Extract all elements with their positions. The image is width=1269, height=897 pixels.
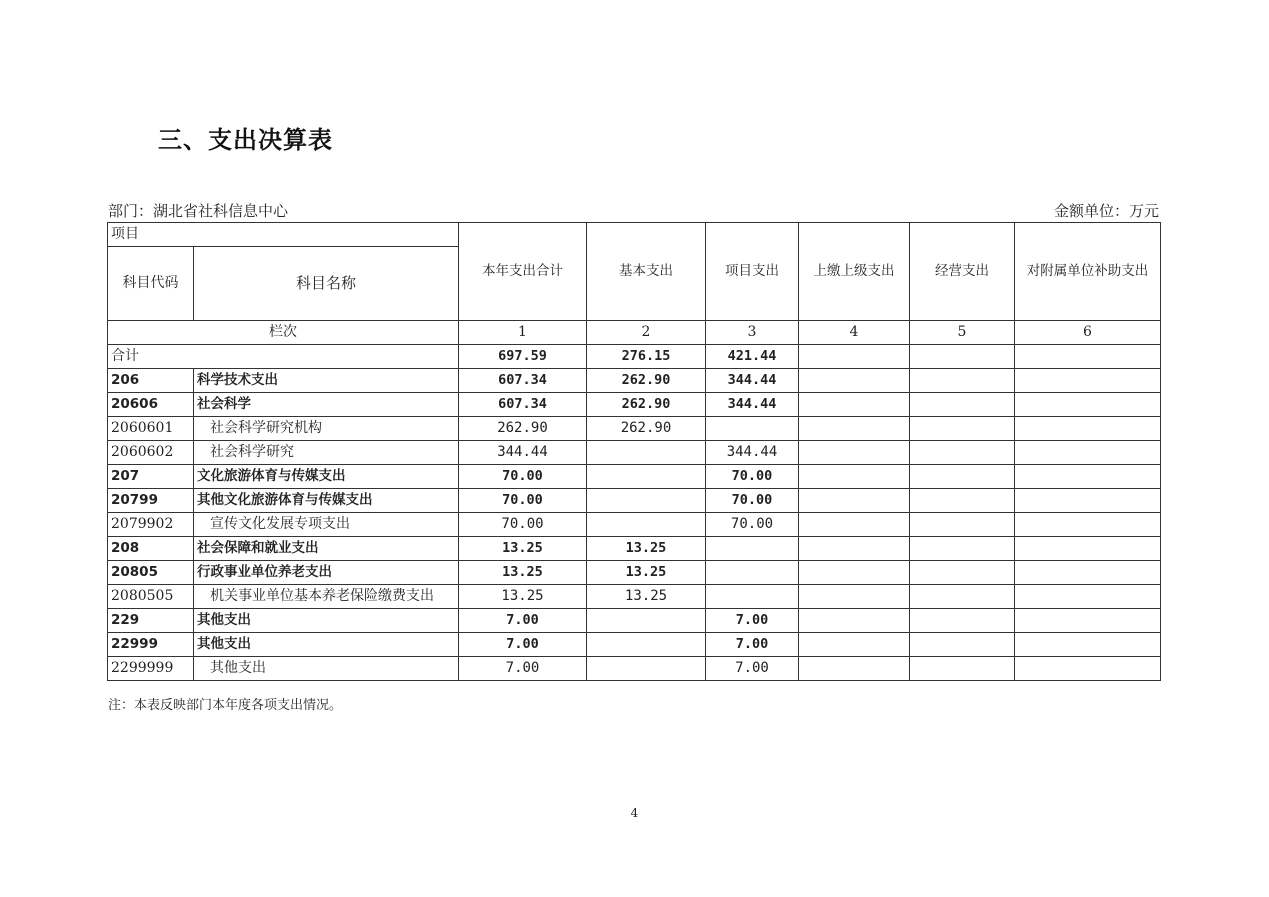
- row-value: 13.25: [587, 585, 706, 609]
- row-name: 其他文化旅游体育与传媒支出: [194, 489, 459, 513]
- row-value: [799, 585, 910, 609]
- row-value: [799, 537, 910, 561]
- table-row: [108, 585, 1161, 609]
- row-value: 7.00: [706, 657, 799, 681]
- row-value: [587, 657, 706, 681]
- table-row: [108, 393, 1161, 417]
- unit-label: 金额单位：万元: [1053, 202, 1159, 220]
- row-value: 13.25: [587, 561, 706, 585]
- table-row: [108, 465, 1161, 489]
- row-value: [799, 609, 910, 633]
- col-number: 6: [1015, 321, 1161, 345]
- row-value: 7.00: [459, 633, 587, 657]
- col-number: 5: [910, 321, 1015, 345]
- row-value: [799, 633, 910, 657]
- table-row: [108, 657, 1161, 681]
- row-value: 70.00: [459, 489, 587, 513]
- row-value: [706, 561, 799, 585]
- row-value: [910, 633, 1015, 657]
- row-value: [910, 537, 1015, 561]
- row-value: [799, 441, 910, 465]
- row-value: 13.25: [459, 585, 587, 609]
- row-value: 262.90: [459, 417, 587, 441]
- row-value: [1015, 489, 1161, 513]
- row-value: [910, 657, 1015, 681]
- row-code: 207: [108, 465, 194, 489]
- row-code: 208: [108, 537, 194, 561]
- header-col-project: 项目支出: [706, 223, 799, 321]
- row-value: 70.00: [459, 513, 587, 537]
- row-value: [587, 633, 706, 657]
- row-value: [587, 489, 706, 513]
- table-row: [108, 441, 1161, 465]
- header-col-remit: 上缴上级支出: [799, 223, 910, 321]
- row-value: 13.25: [459, 561, 587, 585]
- row-name: 社会科学研究机构: [194, 417, 459, 441]
- table-note: 注：本表反映部门本年度各项支出情况。: [108, 698, 343, 713]
- row-code: 20805: [108, 561, 194, 585]
- row-value: [1015, 441, 1161, 465]
- department-label: 部门：湖北省社科信息中心: [108, 202, 289, 220]
- row-value: [910, 585, 1015, 609]
- row-code: 2299999: [108, 657, 194, 681]
- row-value: [1015, 513, 1161, 537]
- table-row: [108, 609, 1161, 633]
- row-value: [910, 609, 1015, 633]
- total-label: 合计: [108, 345, 459, 369]
- header-col-operating: 经营支出: [910, 223, 1015, 321]
- row-value: 70.00: [459, 465, 587, 489]
- row-code: 20606: [108, 393, 194, 417]
- row-name: 宣传文化发展专项支出: [194, 513, 459, 537]
- row-value: 344.44: [459, 441, 587, 465]
- header-name: 科目名称: [194, 247, 459, 321]
- row-value: 262.90: [587, 369, 706, 393]
- row-value: [799, 393, 910, 417]
- row-value: 13.25: [459, 537, 587, 561]
- row-value: [799, 513, 910, 537]
- row-name: 其他支出: [194, 657, 459, 681]
- col-number: 3: [706, 321, 799, 345]
- total-value: 421.44: [706, 345, 799, 369]
- row-value: [706, 417, 799, 441]
- row-value: 7.00: [459, 657, 587, 681]
- row-name: 科学技术支出: [194, 369, 459, 393]
- col-number: 2: [587, 321, 706, 345]
- row-value: [706, 537, 799, 561]
- row-code: 2060601: [108, 417, 194, 441]
- table-row: [108, 633, 1161, 657]
- row-value: [1015, 417, 1161, 441]
- total-value: 276.15: [587, 345, 706, 369]
- row-code: 20799: [108, 489, 194, 513]
- header-col-total: 本年支出合计: [459, 223, 587, 321]
- row-name: 机关事业单位基本养老保险缴费支出: [194, 585, 459, 609]
- row-value: [1015, 585, 1161, 609]
- col-number: 1: [459, 321, 587, 345]
- row-label: 栏次: [108, 321, 459, 345]
- table-row: [108, 417, 1161, 441]
- total-value: [910, 345, 1015, 369]
- header-col-basic: 基本支出: [587, 223, 706, 321]
- row-value: [587, 441, 706, 465]
- row-value: [1015, 537, 1161, 561]
- header-code: 科目代码: [108, 247, 194, 321]
- page-title: 三、支出决算表: [158, 126, 333, 154]
- row-value: 13.25: [587, 537, 706, 561]
- row-value: [1015, 657, 1161, 681]
- row-value: 344.44: [706, 441, 799, 465]
- row-code: 2080505: [108, 585, 194, 609]
- total-row: [108, 345, 1161, 369]
- row-value: 262.90: [587, 393, 706, 417]
- row-value: [910, 441, 1015, 465]
- header-item: 项目: [108, 223, 459, 247]
- row-value: [799, 657, 910, 681]
- column-number-row: [108, 321, 1161, 345]
- row-value: [910, 369, 1015, 393]
- row-value: [910, 489, 1015, 513]
- row-name: 行政事业单位养老支出: [194, 561, 459, 585]
- row-value: [1015, 369, 1161, 393]
- row-value: [910, 393, 1015, 417]
- row-value: 70.00: [706, 489, 799, 513]
- row-name: 其他支出: [194, 609, 459, 633]
- row-value: 70.00: [706, 465, 799, 489]
- row-value: [587, 609, 706, 633]
- row-code: 22999: [108, 633, 194, 657]
- row-value: 70.00: [706, 513, 799, 537]
- total-value: 697.59: [459, 345, 587, 369]
- table-row: [108, 489, 1161, 513]
- row-value: [1015, 465, 1161, 489]
- row-code: 2079902: [108, 513, 194, 537]
- col-number: 4: [799, 321, 910, 345]
- row-name: 社会科学研究: [194, 441, 459, 465]
- row-value: [910, 417, 1015, 441]
- row-value: [910, 561, 1015, 585]
- row-value: [799, 489, 910, 513]
- row-value: 7.00: [459, 609, 587, 633]
- row-name: 社会保障和就业支出: [194, 537, 459, 561]
- row-value: 7.00: [706, 609, 799, 633]
- row-value: [587, 513, 706, 537]
- row-code: 2060602: [108, 441, 194, 465]
- row-value: [799, 561, 910, 585]
- row-value: 344.44: [706, 393, 799, 417]
- row-code: 206: [108, 369, 194, 393]
- expenditure-table: [107, 222, 1161, 681]
- row-name: 社会科学: [194, 393, 459, 417]
- row-value: [799, 369, 910, 393]
- row-name: 文化旅游体育与传媒支出: [194, 465, 459, 489]
- row-value: [587, 465, 706, 489]
- row-value: [799, 417, 910, 441]
- row-value: 607.34: [459, 393, 587, 417]
- total-value: [1015, 345, 1161, 369]
- total-value: [799, 345, 910, 369]
- table-row: [108, 513, 1161, 537]
- row-name: 其他支出: [194, 633, 459, 657]
- page-number: 4: [630, 806, 639, 820]
- row-value: [1015, 561, 1161, 585]
- row-value: [910, 465, 1015, 489]
- row-value: [1015, 633, 1161, 657]
- header-row-top: [108, 223, 1161, 247]
- row-code: 229: [108, 609, 194, 633]
- row-value: [1015, 393, 1161, 417]
- row-value: [706, 585, 799, 609]
- row-value: 344.44: [706, 369, 799, 393]
- row-value: 7.00: [706, 633, 799, 657]
- table-row: [108, 369, 1161, 393]
- row-value: [1015, 609, 1161, 633]
- row-value: 262.90: [587, 417, 706, 441]
- header-col-subsidy: 对附属单位补助支出: [1015, 223, 1161, 321]
- table-row: [108, 561, 1161, 585]
- table-row: [108, 537, 1161, 561]
- row-value: [910, 513, 1015, 537]
- row-value: [799, 465, 910, 489]
- row-value: 607.34: [459, 369, 587, 393]
